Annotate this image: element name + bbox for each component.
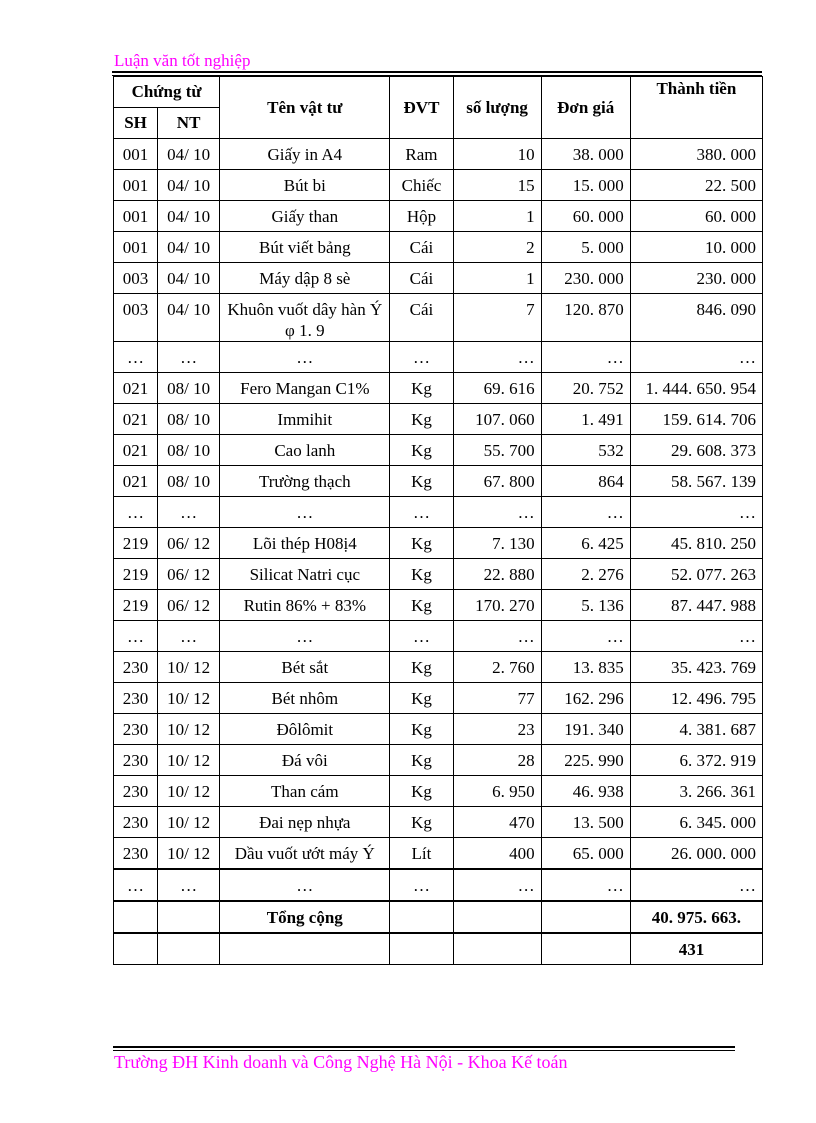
row-nt: 06/ 12 [158, 590, 220, 621]
table-row [114, 435, 763, 466]
table-row [114, 294, 763, 342]
table-row [114, 838, 763, 870]
row-nt: 06/ 12 [158, 528, 220, 559]
page-footer-text: Trường ĐH Kinh doanh và Công Nghệ Hà Nội - Khoa Kế toán [114, 1052, 568, 1072]
table-row [114, 404, 763, 435]
row-nt: 04/ 10 [158, 201, 220, 232]
row-name: Dầu vuốt ướt máy Ý [220, 838, 390, 870]
table-row [114, 232, 763, 263]
table-row [114, 342, 763, 373]
row-price: 225. 990 [541, 745, 630, 776]
row-qty: 77 [453, 683, 541, 714]
row-qty: 69. 616 [453, 373, 541, 404]
header-dvt: ĐVT [390, 77, 453, 139]
page-header-title: Luận văn tốt nghiệp [114, 51, 251, 70]
row-sh: 230 [114, 652, 158, 683]
table-row [114, 807, 763, 838]
row-dvt: Kg [390, 466, 453, 497]
row-price: 20. 752 [541, 373, 630, 404]
row-price: … [541, 869, 630, 901]
row-name: Bút bi [220, 170, 390, 201]
row-name: Bút viết bảng [220, 232, 390, 263]
row-total: 60. 000 [630, 201, 762, 232]
row-sh: 219 [114, 590, 158, 621]
row-sh: 003 [114, 263, 158, 294]
row-name: Fero Mangan C1% [220, 373, 390, 404]
row-nt: … [158, 497, 220, 528]
row-sh: 230 [114, 807, 158, 838]
row-dvt: Lít [390, 838, 453, 870]
table-row [114, 652, 763, 683]
row-dvt: Kg [390, 373, 453, 404]
row-sh: 021 [114, 373, 158, 404]
row-name: Giấy than [220, 201, 390, 232]
row-nt: 08/ 10 [158, 373, 220, 404]
table-row [114, 373, 763, 404]
row-price: 38. 000 [541, 139, 630, 170]
row-sh: 230 [114, 776, 158, 807]
row-qty: … [453, 869, 541, 901]
header-don-gia: Đơn giá [541, 77, 630, 139]
total-row [114, 901, 763, 933]
table-row [114, 776, 763, 807]
row-dvt: Cái [390, 232, 453, 263]
row-price: 60. 000 [541, 201, 630, 232]
header-so-luong: số lượng [453, 77, 541, 139]
row-qty: 470 [453, 807, 541, 838]
row-total: 58. 567. 139 [630, 466, 762, 497]
row-nt: … [158, 869, 220, 901]
table-row [114, 559, 763, 590]
row-price: 191. 340 [541, 714, 630, 745]
row-nt: 08/ 10 [158, 466, 220, 497]
total-value-line2: 431 [630, 933, 762, 965]
row-total: 22. 500 [630, 170, 762, 201]
row-name: Than cám [220, 776, 390, 807]
row-total: 12. 496. 795 [630, 683, 762, 714]
row-total: … [630, 342, 762, 373]
row-qty: 6. 950 [453, 776, 541, 807]
row-qty: 1 [453, 263, 541, 294]
row-name: Rutin 86% + 83% [220, 590, 390, 621]
row-qty: 2 [453, 232, 541, 263]
row-price: 162. 296 [541, 683, 630, 714]
row-sh: 230 [114, 838, 158, 870]
table-row [114, 263, 763, 294]
header-sh: SH [114, 108, 158, 139]
row-name: … [220, 869, 390, 901]
row-dvt: Cái [390, 294, 453, 342]
row-sh: 001 [114, 201, 158, 232]
table-row [114, 869, 763, 901]
row-total: 159. 614. 706 [630, 404, 762, 435]
row-sh: 230 [114, 683, 158, 714]
row-dvt: Kg [390, 590, 453, 621]
row-qty: 55. 700 [453, 435, 541, 466]
header-rule [112, 71, 762, 73]
footer-rule-thin [113, 1050, 735, 1051]
row-dvt: Kg [390, 559, 453, 590]
row-name: Giấy in A4 [220, 139, 390, 170]
row-qty: 15 [453, 170, 541, 201]
row-total: 846. 090 [630, 294, 762, 342]
row-name: Máy dập 8 sè [220, 263, 390, 294]
row-name: Cao lanh [220, 435, 390, 466]
row-name: Silicat Natri cục [220, 559, 390, 590]
row-total: … [630, 869, 762, 901]
row-total: 230. 000 [630, 263, 762, 294]
row-nt: 04/ 10 [158, 139, 220, 170]
row-total: 29. 608. 373 [630, 435, 762, 466]
row-sh: 001 [114, 139, 158, 170]
row-price: 65. 000 [541, 838, 630, 870]
row-total: 26. 000. 000 [630, 838, 762, 870]
row-nt: 08/ 10 [158, 404, 220, 435]
row-sh: 230 [114, 745, 158, 776]
row-dvt: Cái [390, 263, 453, 294]
row-name: Khuôn vuốt dây hàn Ý φ 1. 9 [220, 294, 390, 342]
row-name: Đá vôi [220, 745, 390, 776]
row-sh: 001 [114, 170, 158, 201]
row-total: 4. 381. 687 [630, 714, 762, 745]
table-row [114, 714, 763, 745]
table-row [114, 466, 763, 497]
row-qty: 28 [453, 745, 541, 776]
row-nt: … [158, 621, 220, 652]
row-qty: 10 [453, 139, 541, 170]
table-row [114, 201, 763, 232]
row-total: … [630, 497, 762, 528]
row-sh: 219 [114, 559, 158, 590]
materials-ledger-table [113, 76, 763, 965]
row-total: 380. 000 [630, 139, 762, 170]
row-sh: … [114, 869, 158, 901]
row-total: 6. 345. 000 [630, 807, 762, 838]
header-thanh-tien: Thành tiền [630, 77, 762, 139]
row-price: 13. 835 [541, 652, 630, 683]
row-price: 1. 491 [541, 404, 630, 435]
row-dvt: Kg [390, 714, 453, 745]
row-nt: 08/ 10 [158, 435, 220, 466]
row-total: 52. 077. 263 [630, 559, 762, 590]
row-total: 45. 810. 250 [630, 528, 762, 559]
row-dvt: Kg [390, 807, 453, 838]
table-row [114, 683, 763, 714]
row-dvt: Kg [390, 404, 453, 435]
table-row [114, 497, 763, 528]
row-price: 15. 000 [541, 170, 630, 201]
row-qty: 7. 130 [453, 528, 541, 559]
row-nt: 10/ 12 [158, 745, 220, 776]
row-name: Lõi thép H08ị4 [220, 528, 390, 559]
row-price: 2. 276 [541, 559, 630, 590]
ledger-body [114, 139, 763, 902]
row-qty: 107. 060 [453, 404, 541, 435]
row-dvt: Ram [390, 139, 453, 170]
row-dvt: Kg [390, 528, 453, 559]
header-nt: NT [158, 108, 220, 139]
total-row-continued [114, 933, 763, 965]
row-price: 13. 500 [541, 807, 630, 838]
row-name: Bét sắt [220, 652, 390, 683]
row-price: 5. 000 [541, 232, 630, 263]
row-qty: 170. 270 [453, 590, 541, 621]
row-qty: 67. 800 [453, 466, 541, 497]
row-sh: 230 [114, 714, 158, 745]
row-dvt: Hộp [390, 201, 453, 232]
row-dvt: Kg [390, 745, 453, 776]
table-row [114, 170, 763, 201]
row-total: 6. 372. 919 [630, 745, 762, 776]
row-price: 46. 938 [541, 776, 630, 807]
row-qty: 2. 760 [453, 652, 541, 683]
row-price: 864 [541, 466, 630, 497]
row-name: Đai nẹp nhựa [220, 807, 390, 838]
row-nt: 04/ 10 [158, 232, 220, 263]
row-dvt: … [390, 497, 453, 528]
row-dvt: … [390, 869, 453, 901]
row-name: … [220, 342, 390, 373]
row-qty: … [453, 497, 541, 528]
row-nt: 10/ 12 [158, 838, 220, 870]
row-qty: … [453, 342, 541, 373]
row-total: 3. 266. 361 [630, 776, 762, 807]
header-chung-tu: Chứng từ [114, 77, 220, 108]
row-total: 1. 444. 650. 954 [630, 373, 762, 404]
row-sh: 003 [114, 294, 158, 342]
row-price: 230. 000 [541, 263, 630, 294]
table-row [114, 528, 763, 559]
row-dvt: Kg [390, 652, 453, 683]
row-nt: … [158, 342, 220, 373]
row-sh: 021 [114, 404, 158, 435]
row-price: 6. 425 [541, 528, 630, 559]
row-total: … [630, 621, 762, 652]
row-nt: 06/ 12 [158, 559, 220, 590]
row-qty: 1 [453, 201, 541, 232]
row-name: … [220, 497, 390, 528]
row-nt: 04/ 10 [158, 263, 220, 294]
table-row [114, 590, 763, 621]
row-dvt: Kg [390, 776, 453, 807]
row-name: Immihit [220, 404, 390, 435]
row-nt: 04/ 10 [158, 294, 220, 342]
total-label: Tổng cộng [220, 901, 390, 933]
row-sh: … [114, 497, 158, 528]
row-nt: 10/ 12 [158, 807, 220, 838]
row-nt: 10/ 12 [158, 776, 220, 807]
header-ten-vat-tu: Tên vật tư [220, 77, 390, 139]
row-price: 5. 136 [541, 590, 630, 621]
row-sh: 021 [114, 466, 158, 497]
table-row [114, 745, 763, 776]
row-name: Đôlômit [220, 714, 390, 745]
row-nt: 10/ 12 [158, 652, 220, 683]
row-sh: 001 [114, 232, 158, 263]
row-nt: 04/ 10 [158, 170, 220, 201]
table-row [114, 621, 763, 652]
row-sh: 021 [114, 435, 158, 466]
row-sh: 219 [114, 528, 158, 559]
row-dvt: … [390, 621, 453, 652]
row-name: Trường thạch [220, 466, 390, 497]
total-value-line1: 40. 975. 663. [630, 901, 762, 933]
row-qty: 23 [453, 714, 541, 745]
row-price: 532 [541, 435, 630, 466]
row-price: 120. 870 [541, 294, 630, 342]
row-dvt: … [390, 342, 453, 373]
row-dvt: Chiếc [390, 170, 453, 201]
row-name: Bét nhôm [220, 683, 390, 714]
row-price: … [541, 497, 630, 528]
row-qty: 400 [453, 838, 541, 870]
row-sh: … [114, 621, 158, 652]
row-price: … [541, 621, 630, 652]
row-price: … [541, 342, 630, 373]
row-qty: 7 [453, 294, 541, 342]
row-qty: 22. 880 [453, 559, 541, 590]
footer-rule [113, 1046, 735, 1048]
row-total: 10. 000 [630, 232, 762, 263]
row-nt: 10/ 12 [158, 683, 220, 714]
table-row [114, 139, 763, 170]
row-dvt: Kg [390, 435, 453, 466]
row-total: 87. 447. 988 [630, 590, 762, 621]
row-qty: … [453, 621, 541, 652]
row-total: 35. 423. 769 [630, 652, 762, 683]
row-sh: … [114, 342, 158, 373]
row-name: … [220, 621, 390, 652]
row-dvt: Kg [390, 683, 453, 714]
row-nt: 10/ 12 [158, 714, 220, 745]
